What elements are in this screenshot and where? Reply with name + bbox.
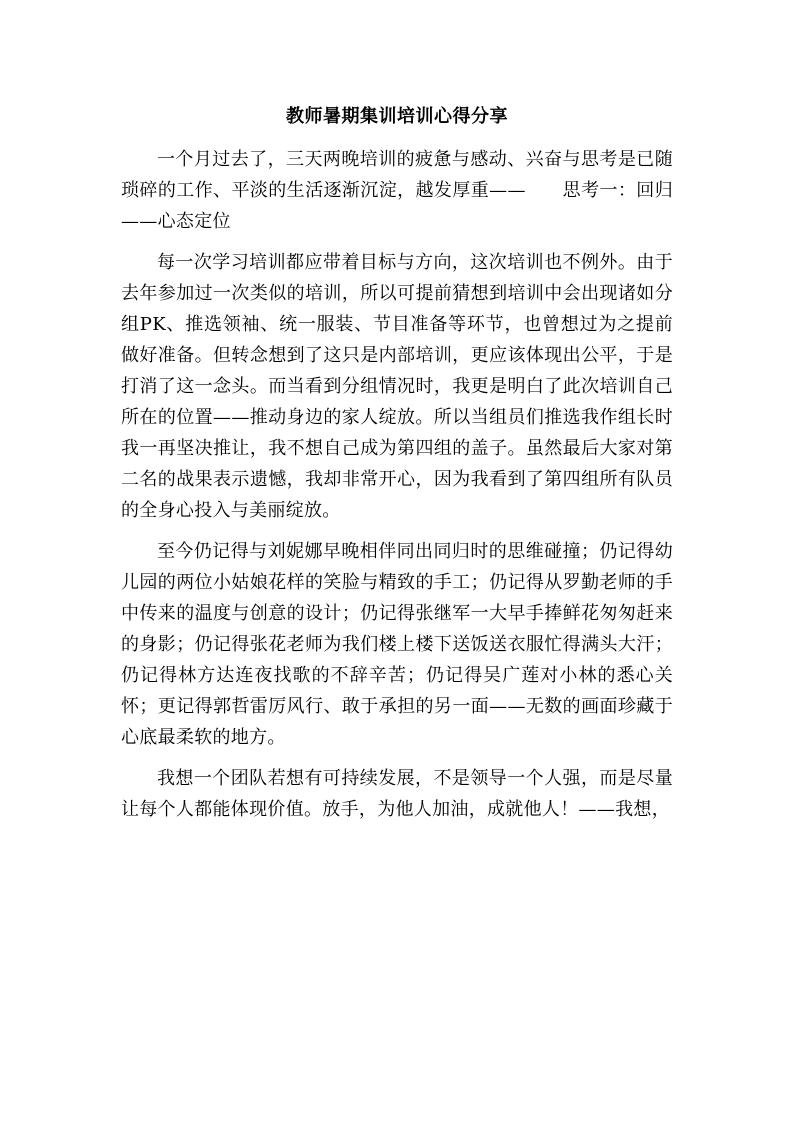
paragraph-4: 我想一个团队若想有可持续发展，不是领导一个人强，而是尽量让每个人都能体现价值。放手，为他人加油，成就他人！——我想， xyxy=(121,768,673,820)
paragraph-2: 每一次学习培训都应带着目标与方向，这次培训也不例外。由于去年参加过一次类似的培训，所以可提前猜想到培训中会出现诸如分组PK、推选领袖、统一服装、节目准备等环节，也曾想过为之提前做好准备。但转念想到了这只是内部培训，更应该体现出公平，于是打消了这一念头。而当看到分组情况时，我更是明白了此次培训自己所在的位置——推动身边的家人绽放。所以当组员们推选我作组长时我一再坚决推让，我不想自己成为第四组的盖子。虽然最后大家对第二名的战果表示遗憾，我却非常开心，因为我看到了第四组所有队员的全身心投入与美丽绽放。 xyxy=(121,252,673,521)
paragraph-3: 至今仍记得与刘妮娜早晚相伴同出同归时的思维碰撞；仍记得幼儿园的两位小姑娘花样的笑脸与精致的手工；仍记得从罗勤老师的手中传来的温度与创意的设计；仍记得张继军一大早手捧鲜花匆匆赶来的身影；仍记得张花老师为我们楼上楼下送饭送衣服忙得满头大汗；仍记得林方达连夜找歌的不辞辛苦；仍记得吴广莲对小林的悉心关怀；更记得郭哲雷厉风行、敢于承担的另一面——无数的画面珍藏于心底最柔软的地方。 xyxy=(121,541,673,748)
document-title: 教师暑期集训培训心得分享 xyxy=(286,106,508,127)
paragraph-1: 一个月过去了，三天两晚培训的疲惫与感动、兴奋与思考是已随琐碎的工作、平淡的生活逐渐沉淀，越发厚重—— 思考一：回归——心态定位 xyxy=(121,149,673,232)
document-body xyxy=(121,144,673,825)
